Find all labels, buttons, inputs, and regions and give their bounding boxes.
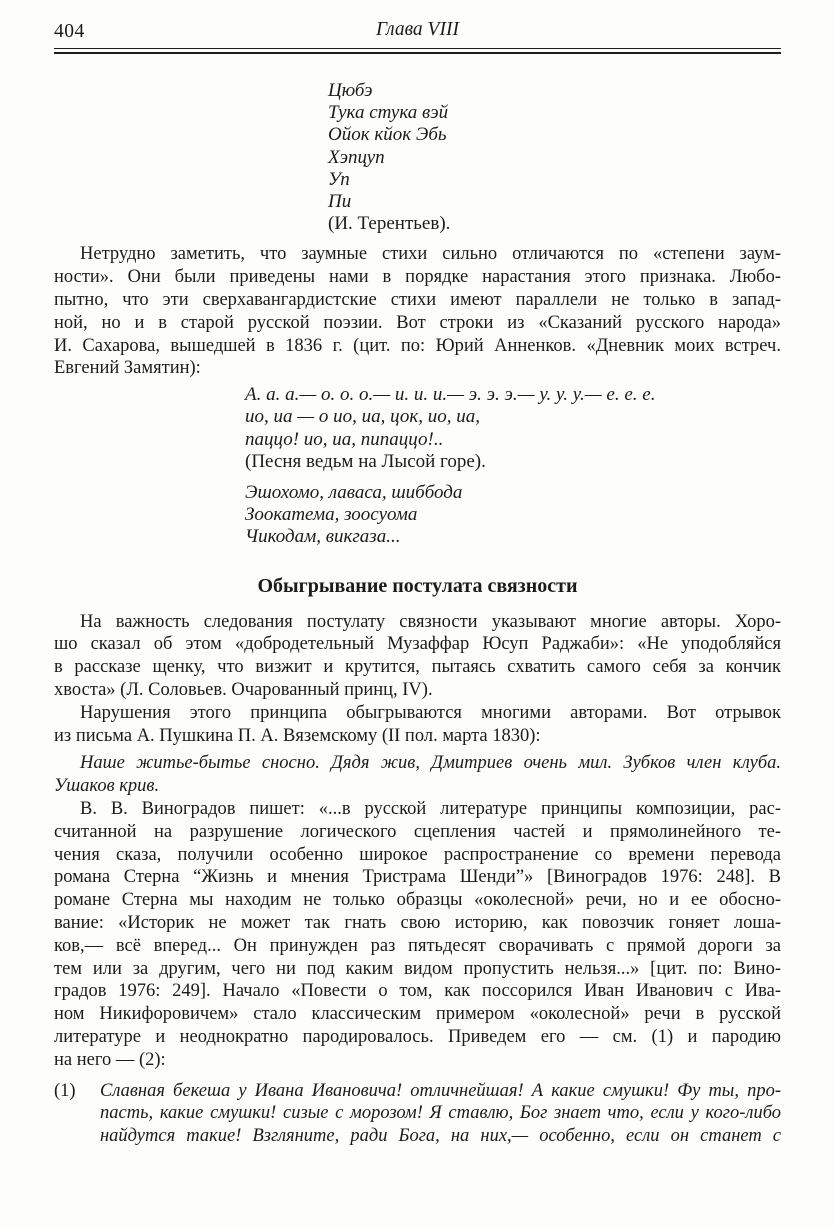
text-line: градов 1976: 249]. Начало «Повести о том, как поссорился Иван Иванович с Ива- xyxy=(54,981,781,1002)
quote-pushkin-letter xyxy=(54,752,781,798)
text-line: шо сказал об этом «добродетельный Музаффар Юсуп Раджаби»: «Не уподобляйся xyxy=(54,634,781,655)
text-line: ности». Они были приведены нами в порядке нарастания этого признака. Любо- xyxy=(54,267,781,288)
text-line: Хэпцуп xyxy=(328,146,385,168)
text-line: Наше житье-бытье сносно. Дядя жив, Дмитриев очень мил. Зубков член клуба. xyxy=(80,753,781,774)
text-line: хвоста» (Л. Соловьев. Очарованный принц, IV). xyxy=(54,680,433,701)
chapter-title: Глава VIII xyxy=(376,19,459,40)
text-line: Чикодам, викгаза... xyxy=(245,526,401,548)
item-marker: (1) xyxy=(54,1080,76,1101)
text-line: Нетрудно заметить, что заумные стихи сильно отличаются по «степени заум- xyxy=(80,244,781,265)
text-line: Пи xyxy=(328,191,352,213)
paragraph-zaum xyxy=(54,243,781,380)
header-rule xyxy=(54,48,781,54)
text-block xyxy=(54,0,781,1148)
text-line: считанной на разрушение логического сцепления частей и прямолинейного те- xyxy=(54,821,781,842)
quote-sakharov xyxy=(245,384,781,473)
poem-lines xyxy=(328,80,781,213)
text-line: ков,— всё вперед... Он принужден раз пятьдесят сворачивать с прямой дороги за xyxy=(54,935,781,956)
text-line: Эшохомо, лаваса, шиббода xyxy=(245,482,463,504)
text-line: Евгений Замятин): xyxy=(54,358,201,379)
text-line: Тука стука вэй xyxy=(328,102,449,124)
poem-attribution: (И. Терентьев). xyxy=(328,213,451,235)
text-line: тем или за другим, чего ни под каким видом пропустить нельзя...» [цит. по: Вино- xyxy=(54,958,781,979)
paragraph-postulate xyxy=(54,611,781,702)
text-line: пасть, какие смушки! сизые с морозом! Я ставлю, Бог знает что, если у кого-либо xyxy=(100,1103,781,1124)
text-line: Зоокатема, зоосуома xyxy=(245,504,418,526)
quote-sakharov-attribution: (Песня ведьм на Лысой горе). xyxy=(245,450,486,472)
text-line: романа Стерна “Жизнь и мнения Тристрама Шенди”» [Виноградов 1976: 248]. В xyxy=(54,867,781,888)
text-line: И. Сахарова, вышедшей в 1836 г. (цит. по: Юрий Анненков. «Дневник моих встреч. xyxy=(54,335,781,356)
text-line: ном Никифоровичем» стало классическим примером «околесной» речи в русской xyxy=(54,1004,781,1025)
running-head xyxy=(54,0,781,45)
text-line: найдутся такие! Взгляните, ради Бога, на них,— особенно, если он станет с xyxy=(100,1126,781,1147)
quote-sakharov-lines xyxy=(245,384,781,451)
text-line: Славная бекеша у Ивана Ивановича! отличнейшая! А какие смушки! Фу ты, про- xyxy=(100,1080,781,1101)
text-line: литературе и неоднократно пародировалось. Приведем его — см. (1) и пародию xyxy=(54,1026,781,1047)
text-line: Нарушения этого принципа обыгрываются многими авторами. Вот отрывок xyxy=(80,702,781,723)
numbered-example-1 xyxy=(54,1080,781,1148)
text-line: чения сказа, получили особенно широкое распространение со времени перевода xyxy=(54,844,781,865)
text-line: Ойок кйок Эбь xyxy=(328,124,447,146)
item-lines xyxy=(100,1080,781,1148)
text-line: вание: «Историк не может так гнать свою историю, как повозчик гоняет лоша- xyxy=(54,912,781,933)
text-line: Ушаков крив. xyxy=(54,776,160,797)
text-line: на него — (2): xyxy=(54,1049,166,1070)
text-line: В. В. Виноградов пишет: «...в русской литературе принципы композиции, рас- xyxy=(80,799,781,819)
paragraph-pushkin-intro xyxy=(54,702,781,748)
text-line: ио, иа — о ио, иа, цок, ио, иа, xyxy=(245,406,481,428)
poem-terentiev xyxy=(328,80,781,235)
text-line: Цюбэ xyxy=(328,80,373,101)
text-line: из письма А. Пушкина П. А. Вяземскому (II пол. марта 1830): xyxy=(54,725,541,746)
text-line: Уп xyxy=(328,168,350,190)
paragraph-vinogradov xyxy=(54,798,781,1072)
text-line: в рассказе щенку, что визжит и крутится, пытаясь схватить самого себя за кончик xyxy=(54,657,781,678)
text-line: пытно, что эти сверхавангардистские стихи имеют параллели не только в запад- xyxy=(54,290,781,311)
text-line: На важность следования постулату связности указывают многие авторы. Хоро- xyxy=(80,611,781,632)
text-line: паццо! ио, иа, пипаццо!.. xyxy=(245,428,444,450)
text-line: ной, но и в старой русской поэзии. Вот строки из «Сказаний русского народа» xyxy=(54,312,781,333)
text-line: А. а. а.— о. о. о.— и. и. и.— э. э. э.— у. у. у.— е. е. е. xyxy=(245,384,656,406)
section-heading: Обыгрывание постулата связности xyxy=(257,574,578,597)
quote-eshohomo xyxy=(245,482,781,549)
page-number: 404 xyxy=(54,21,85,42)
text-line: романе Стерна мы находим не только образцы «околесной» речи, но и ее обосно- xyxy=(54,890,781,911)
